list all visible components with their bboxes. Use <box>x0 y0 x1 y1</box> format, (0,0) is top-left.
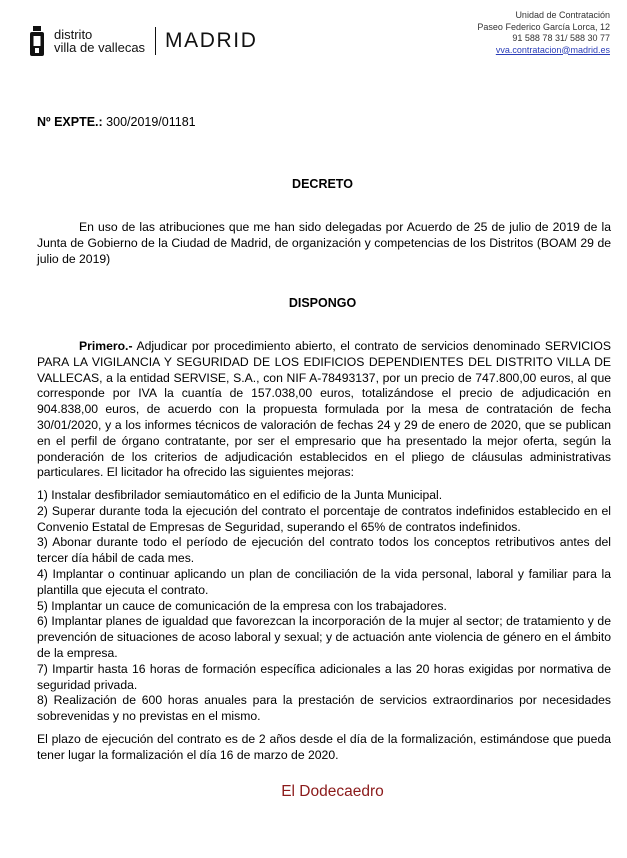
dispongo-heading: DISPONGO <box>288 296 357 310</box>
mejora-item: 8) Realización de 600 horas anuales para la prestación de servicios extraordinarios por necesidades sobrevenidas y no previstas en el mismo. <box>37 693 611 724</box>
mejora-item: 2) Superar durante toda la ejecución del contrato el porcentaje de contratos indefinidos establecido en el Convenio Estatal de Empresas de Seguridad, superando el 65% de contratos indefinidos. <box>37 503 611 534</box>
contact-email-link[interactable]: vva.contratacion@madrid.es <box>495 44 610 55</box>
intro-paragraph <box>37 220 611 267</box>
expediente-value: 300/2019/01181 <box>106 115 196 129</box>
district-name <box>54 28 145 54</box>
contact-phone: 91 588 78 31/ 588 30 77 <box>512 33 610 43</box>
madrid-crest-icon <box>30 26 44 56</box>
mejora-item: 6) Implantar planes de igualdad que favorezcan la incorporación de la mujer al sector; de tratamiento y de prevención de situaciones de acoso laboral y sexual; y de actuación ante violencia de género en el ámbito de la empresa. <box>37 614 611 660</box>
contact-unit: Unidad de Contratación <box>515 10 610 20</box>
mejora-item: 7) Impartir hasta 16 horas de formación específica adicionales a las 20 horas exigidas por normativa de seguridad privada. <box>37 661 611 692</box>
contact-address: Paseo Federico García Lorca, 12 <box>477 21 610 32</box>
mejora-item: 5) Implantar un cauce de comunicación de la empresa con los trabajadores. <box>37 598 447 613</box>
district-line1: distrito <box>54 27 93 42</box>
logo-divider <box>155 27 156 55</box>
intro-text: En uso de las atribuciones que me han sido delegadas por Acuerdo de 25 de julio de 2019 de la Junta de Gobierno de la Ciudad de Madrid, de organización y competencias de los Distritos (BOAM 29 de julio de 2019) <box>37 220 611 266</box>
primero-text: Adjudicar por procedimiento abierto, el contrato de servicios denominado SERVICIOS PARA LA VIGILANCIA Y SEGURIDAD DE LOS EDIFICIOS DEPENDIENTES DEL DISTRITO VILLA DE VALLECAS, a la entidad SERVISE, S.A., con NIF A-78493137, por un precio de 747.800,00 euros, al que corresponde por IVA la cuantía de 157.038,00 euros, totalizándose el precio de adjudicación en 904.838,00 euros, de acuerdo con la propuesta formulada por la mesa de contratación de fecha 30/01/2020, y a los informes técnicos de valoración de fechas 24 y 29 de enero de 2020, que se publican en el perfil de órgano contratante, por ser el empresario que ha presentado la mejor oferta, según la ponderación de los criterios de adjudicación establecidos en el pliego de cláusulas administrativas particulares. El licitador ha ofrecido las siguientes mejoras: <box>37 339 612 480</box>
madrid-wordmark: MADRID <box>165 29 258 52</box>
mejoras-list <box>37 488 611 725</box>
primero-label: Primero.- <box>79 339 133 353</box>
expediente-number <box>37 115 196 129</box>
plazo-paragraph: El plazo de ejecución del contrato es de 2 años desde el día de la formalización, estimándose que pueda tener lugar la formalización el día 16 de marzo de 2020. <box>37 732 611 762</box>
madrid-logo <box>30 26 257 56</box>
decreto-heading: DECRETO <box>292 177 353 191</box>
contact-block <box>477 10 610 56</box>
watermark-text: El Dodecaedro <box>281 783 384 800</box>
mejora-item: 1) Instalar desfibrilador semiautomático en el edificio de la Junta Municipal. <box>37 488 443 502</box>
primero-paragraph <box>37 339 611 481</box>
expediente-label: Nº EXPTE.: <box>37 115 103 129</box>
district-line2: villa de vallecas <box>54 40 146 55</box>
mejora-item: 3) Abonar durante todo el período de ejecución del contrato todos los conceptos retributivos antes del tercer día hábil de cada mes. <box>37 535 611 566</box>
mejora-item: 4) Implantar o continuar aplicando un plan de conciliación de la vida personal, laboral y familiar para la plantilla que ejecuta el contrato. <box>37 566 611 597</box>
